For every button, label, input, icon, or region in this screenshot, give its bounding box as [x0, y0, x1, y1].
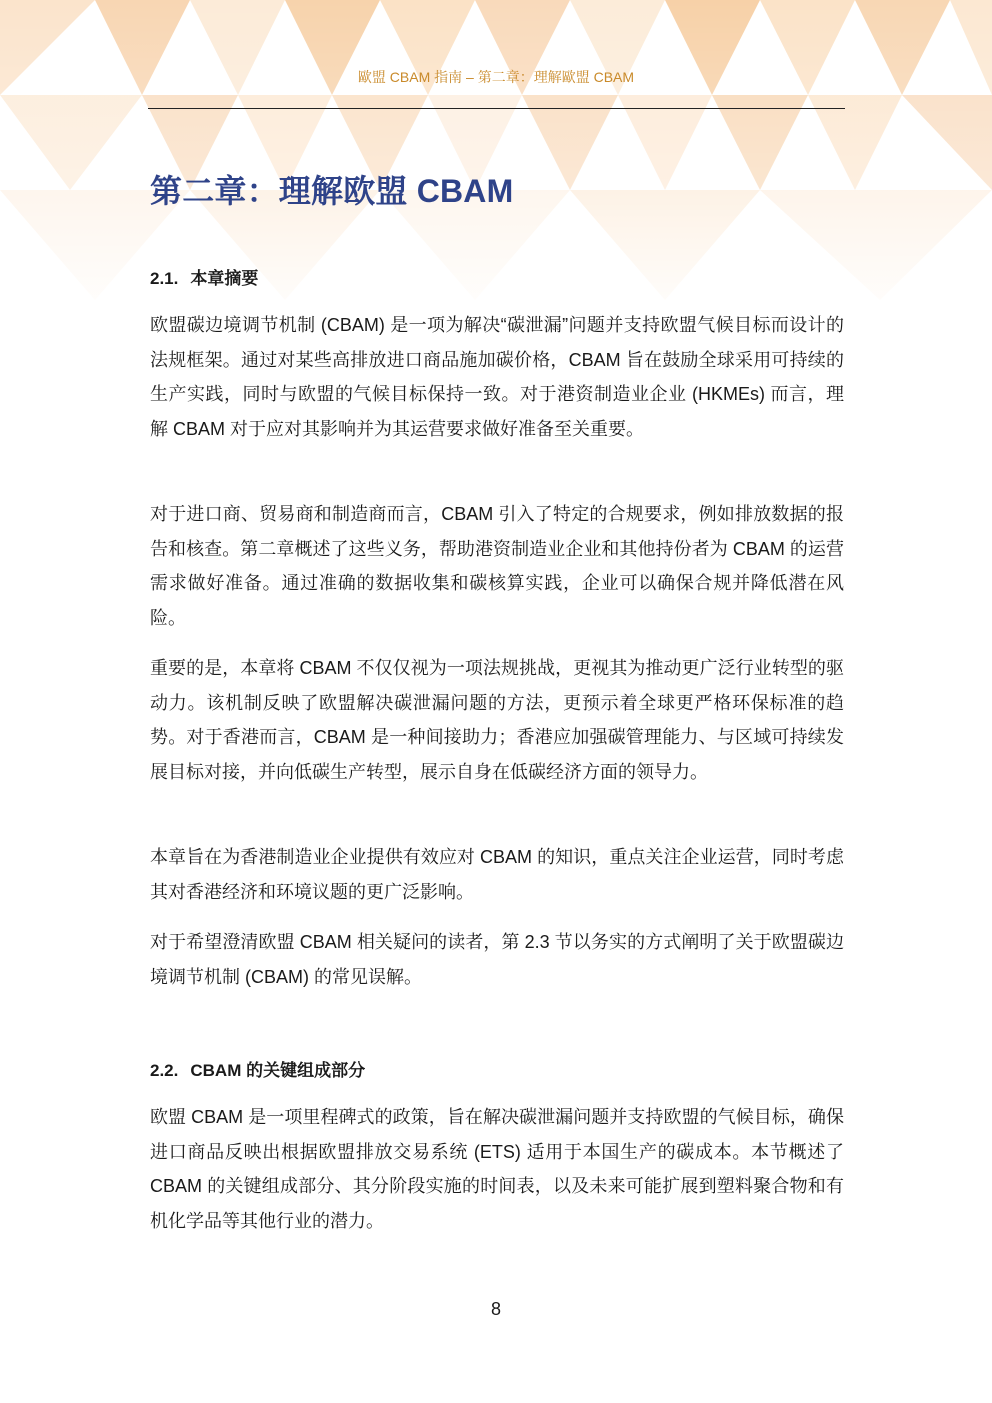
paragraph: 本章旨在为香港制造业企业提供有效应对 CBAM 的知识，重点关注企业运营，同时考虑其对香港经济和环境议题的更广泛影响。 — [150, 847, 844, 902]
paragraph: 对于希望澄清欧盟 CBAM 相关疑问的读者，第 2.3 节以务实的方式阐明了关于欧盟碳边境调节机制 (CBAM) 的常见误解。 — [150, 932, 844, 987]
section-number: 2.1. — [150, 269, 179, 288]
running-header: 歐盟 CBAM 指南 – 第二章：理解歐盟 CBAM — [357, 69, 635, 85]
header-divider — [148, 108, 845, 109]
section-title: CBAM 的关键组成部分 — [190, 1061, 366, 1080]
chapter-title: 第二章：理解欧盟 CBAM — [150, 173, 514, 209]
section-heading-2-1 — [150, 264, 258, 289]
paragraph: 重要的是，本章将 CBAM 不仅仅视为一项法规挑战，更视其为推动更广泛行业转型的驱动力。该机制反映了欧盟解决碳泄漏问题的方法，更预示着全球更严格环保标准的趋势。对于香港而言，CBAM 是一种间接助力；香港应加强碳管理能力、与区域可持续发展目标对接，并向低碳生产转型，展示自身在低碳经济方面的领导力。 — [150, 658, 844, 782]
page-number: 8 — [490, 1299, 501, 1319]
section-number: 2.2. — [150, 1061, 179, 1080]
paragraph: 对于进口商、贸易商和制造商而言，CBAM 引入了特定的合规要求，例如排放数据的报告和核查。第二章概述了这些义务，帮助港资制造业企业和其他持份者为 CBAM 的运营需求做好准备。通过准确的数据收集和碳核算实践，企业可以确保合规并降低潜在风险。 — [150, 504, 844, 628]
paragraph: 欧盟碳边境调节机制 (CBAM) 是一项为解决“碳泄漏”问题并支持欧盟气候目标而设计的法规框架。通过对某些高排放进口商品施加碳价格，CBAM 旨在鼓励全球采用可持续的生产实践，同时与欧盟的气候目标保持一致。对于港资制造业企业 (HKMEs) 而言，理解 CBAM 对于应对其影响并为其运营要求做好准备至关重要。 — [150, 315, 844, 439]
paragraph: 欧盟 CBAM 是一项里程碑式的政策，旨在解决碳泄漏问题并支持欧盟的气候目标，确保进口商品反映出根据欧盟排放交易系统 (ETS) 适用于本国生产的碳成本。本节概述了 CBAM 的关键组成部分、其分阶段实施的时间表，以及未来可能扩展到塑料聚合物和有机化学品等其他行业的潜力。 — [150, 1107, 844, 1231]
section-heading-2-2 — [150, 1056, 365, 1081]
section-title: 本章摘要 — [190, 269, 259, 288]
header-triangle-pattern — [0, 0, 992, 330]
